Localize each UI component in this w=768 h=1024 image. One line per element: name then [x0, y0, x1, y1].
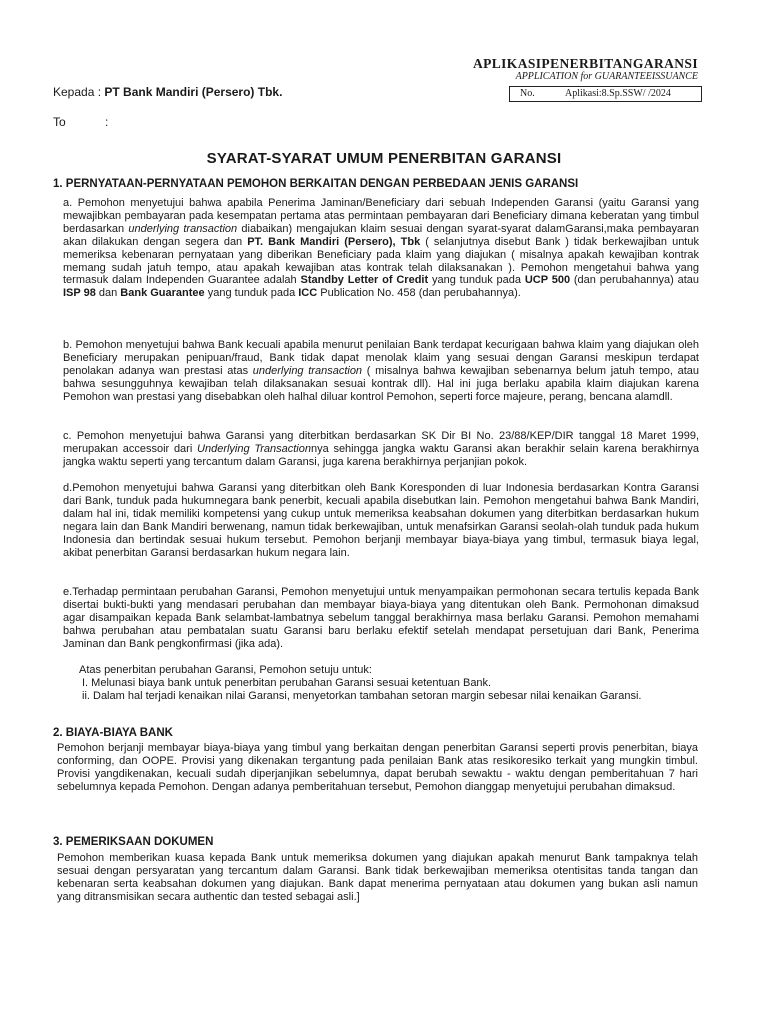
application-number-box	[509, 86, 702, 102]
item-b-text: ( misalnya bahwa kewajiban sebenarnya belum jatuh tempo, atau bahwa sesungguhnya kewajiban telah dilaksanakan sesuai kontrak dll). Hal ini juga berlaku apabila klaim diajukan karena Pemohon wan prestasi yang disebabkan oleh halhal diluar kontrol Pemohon, seperti force majeure, perang, bencana alamdll.	[63, 364, 700, 403]
item-b-italic: underlying transaction	[252, 364, 363, 377]
item-a-text: ( selanjutnya disebut Bank ) tidak berkewajiban untuk memeriksa kebenaran pernyataan yang diberikan Beneficiary pada klaim yang diajukan ( misalnya apakah kewajiban kontrak memang sudah jatuh tempo, atau apakah kewajiban atas kontrak telah dilaksanakan ). Pemohon mengetahui bahwa yang termasuk dalam Independen Guarantee adalah	[63, 235, 699, 287]
number-label: No.	[520, 88, 535, 99]
section1-item-e	[63, 586, 699, 651]
item-a-text: dan	[95, 287, 121, 300]
item-e-point-ii: ii. Dalam hal terjadi kenaikan nilai Garansi, menyetorkan tambahan setoran margin sebesar nilai kenaikan Garansi.	[82, 690, 642, 702]
to-line	[53, 115, 109, 129]
item-c-text: nya sehingga jangka waktu Garansi akan berakhir selain karena berakhirnya jangka waktu seperti yang tercantum dalam Garansi, juga karena berakhirnya perjanjian pokok.	[63, 442, 699, 468]
item-a-text: yang tunduk pada	[204, 287, 299, 300]
item-a-bold: PT. Bank Mandiri (Persero), Tbk	[247, 235, 421, 248]
item-e-label: e.	[63, 586, 73, 598]
to-colon: :	[105, 115, 109, 129]
recipient-value: PT Bank Mandiri (Persero) Tbk.	[104, 85, 283, 99]
item-a-bold: Bank Guarantee	[120, 287, 205, 300]
section1-item-c	[63, 430, 699, 469]
item-a-italic: underlying transaction	[128, 222, 238, 235]
item-e-atas: Atas penerbitan perubahan Garansi, Pemohon setuju untuk:	[79, 664, 372, 676]
section1-item-b	[63, 339, 699, 404]
item-a-bold: ICC	[298, 287, 318, 300]
item-e-text: Terhadap permintaan perubahan Garansi, Pemohon menyetujui untuk menyampaikan permohonan secara tertulis kepada Bank disertai bukti-bukti yang mendasari perubahan dan membayar biaya-biaya yang ditentukan oleh Bank. Permohonan dimaksud agar disampaikan kepada Bank selambat-lambatnya sebelum tanggal berakhirnya masa berlaku Garansi. Pemohon memahami bahwa perubahan atau pembatalan suatu Garansi baru berlaku efektif setelah mendapat persetujuan dari Bank, Penerima Jaminan dan Bank pengkonfirmasi (jika ada).	[63, 586, 699, 650]
item-c-italic: Underlying Transaction	[197, 442, 311, 455]
recipient-label: Kepada :	[53, 85, 102, 99]
item-c-label: c.	[63, 430, 77, 442]
item-d-text: Pemohon menyetujui bahwa Garansi yang diterbitkan oleh Bank Koresponden di luar Indonesia berdasarkan Kontra Garansi dari Bank, tunduk pada hukumnegara bank penerbit, kecuali apabila disebutkan lain. Pemohon mengetahui bahwa Bank Mandiri, dalam hal ini, tidak memiliki kompetensi yang cukup untuk memeriksa keabsahan dokumen yang diterbitkan berdasarkan hukum negara lain dan Bank Mandiri berwenang, namun tidak berkewajiban, untuk menafsirkan Garansi seolah-olah tunduk pada hukum Indonesia dan bertindak sesuai hukum tersebut. Pemohon berjanji membayar biaya-biaya yang timbul, termasuk biaya legal, akibat penerbitan Garansi berdasarkan hukum negara lain.	[63, 482, 699, 559]
application-subtitle: APPLICATION for GUARANTEEISSUANCE	[515, 71, 698, 82]
item-a-text: (dan perubahannya) atau	[570, 274, 699, 287]
document-title: SYARAT-SYARAT UMUM PENERBITAN GARANSI	[206, 150, 562, 167]
item-a-text: Publication No. 458 (dan perubahannya).	[317, 287, 521, 300]
item-a-bold: UCP 500	[524, 274, 571, 287]
section1-item-a	[63, 197, 699, 300]
item-a-text: Pemohon menyetujui bahwa apabila Penerima Jaminan/Beneficiary dari sebuah Independen Garansi (yaitu Garansi yang mewajibkan pembayaran pada kesempatan pertama atas permintaan pembayaran dari Beneficiary dimana keberatan yang timbul berdasarkan	[63, 197, 699, 235]
item-c-text: Pemohon menyetujui bahwa Garansi yang diterbitkan berdasarkan SK Dir BI No. 23/88/KEP/DIR tanggal 18 Maret 1999, merupakan accessoir dari	[63, 430, 699, 455]
item-a-bold: Standby Letter of Credit	[300, 274, 429, 287]
item-b-text: Pemohon menyetujui bahwa Bank kecuali apabila menurut penilaian Bank terdapat kecurigaan bahwa klaim yang diajukan oleh Beneficiary merupakan penipuan/fraud, Bank tidak dapat menolak klaim yang sesuai dengan Garansi meskipun terdapat penolakan adanya wan prestasi atas	[63, 339, 700, 377]
section1-heading: 1. PERNYATAAN-PERNYATAAN PEMOHON BERKAITAN DENGAN PERBEDAAN JENIS GARANSI	[53, 178, 579, 190]
item-b-label: b.	[63, 339, 76, 351]
item-a-bold: ISP 98	[63, 287, 96, 300]
application-title: APLIKASIPENERBITANGARANSI	[472, 56, 698, 71]
item-e-point-i: I. Melunasi biaya bank untuk penerbitan perubahan Garansi sesuai ketentuan Bank.	[82, 677, 492, 689]
section3-heading: 3. PEMERIKSAAN DOKUMEN	[53, 836, 214, 848]
number-value: Aplikasi:8.Sp.SSW/ /2024	[565, 88, 671, 99]
to-label: To	[53, 115, 66, 129]
recipient-line	[53, 85, 282, 99]
section3-text: Pemohon memberikan kuasa kepada Bank untuk memeriksa dokumen yang diajukan apakah menurut Bank tampaknya telah sesuai dengan persyaratan yang tercantum dalam Garansi. Bank tidak berkewajiban memeriksa otentisitas tanda tangan dan kebenaran serta keabsahan dokumen yang diajukan. Bank dapat menerima pernyataan atau dokumen yang bukan asli namun yang ditransmisikan secara authentic dan tested sebagai asli.]	[57, 852, 698, 903]
section2-heading: 2. BIAYA-BIAYA BANK	[53, 727, 173, 739]
item-a-label: a.	[63, 197, 78, 209]
section2-text: Pemohon berjanji membayar biaya-biaya yang timbul yang berkaitan dengan penerbitan Garansi seperti provis penerbitan, biaya conforming, dan OOPE. Provisi yang dikenakan tergantung pada penilaian Bank atas resikoresiko terkait yang mungkin timbul. Provisi yangdikenakan, kecuali sudah diperjanjikan sebelumnya, dapat berubah sewaktu - waktu dengan pemberitahuan 7 hari sebelumnya kepada Pemohon. Dengan adanya pemberitahuan tersebut, Pemohon dianggap menyetujui perubahan dimaksud.	[57, 742, 698, 793]
section1-item-d	[63, 482, 699, 559]
item-d-label: d.	[63, 482, 73, 494]
item-a-text: diabaikan) mengajukan klaim sesuai dengan syarat-syarat dalamGaransi,maka pembayaran akan dilakukan dengan segera dan	[63, 222, 699, 248]
item-a-text: yang tunduk pada	[428, 274, 525, 287]
